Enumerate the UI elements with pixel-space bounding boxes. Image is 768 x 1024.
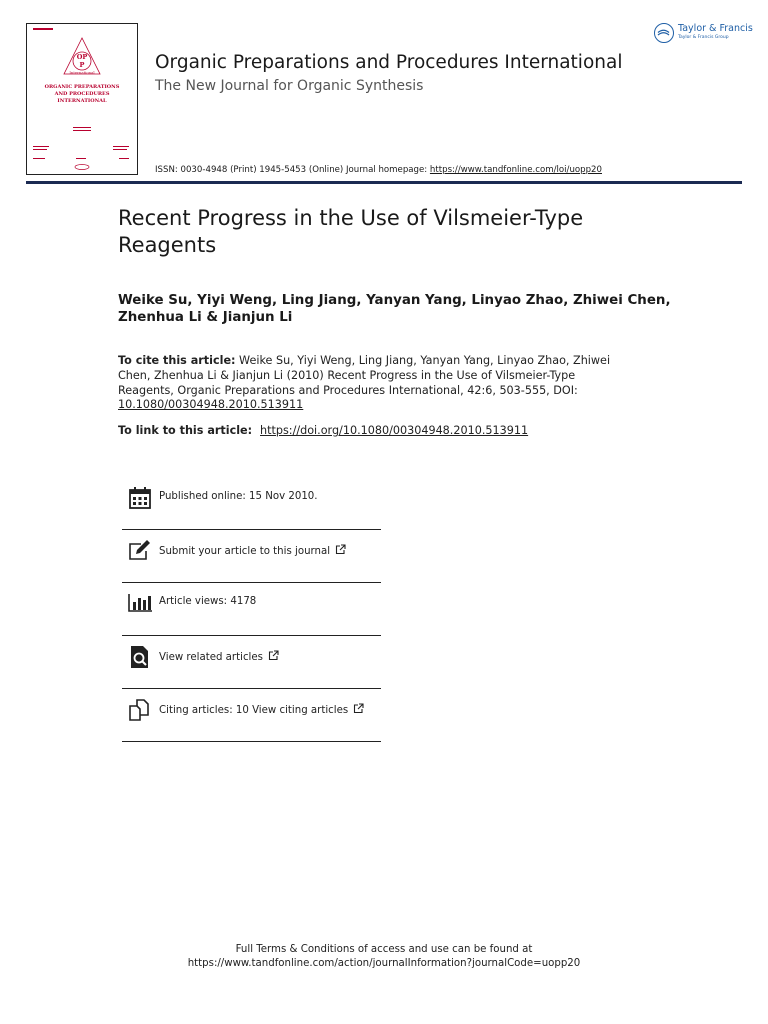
related-row[interactable] bbox=[122, 644, 381, 697]
footer-line1: Full Terms & Conditions of access and use can be found at bbox=[235, 944, 533, 955]
citing-label: Citing articles: 10 View citing articles bbox=[159, 705, 349, 716]
publisher-name: Taylor & Francis bbox=[678, 23, 753, 34]
submit-label: Submit your article to this journal bbox=[159, 546, 331, 557]
edit-icon bbox=[127, 538, 153, 564]
citing-link[interactable] bbox=[159, 703, 364, 716]
cover-title-line1: ORGANIC PREPARATIONS bbox=[44, 84, 120, 90]
cite-doi-link[interactable]: 10.1080/00304948.2010.513911 bbox=[118, 398, 304, 412]
article-link-line bbox=[118, 424, 528, 437]
divider bbox=[122, 688, 381, 689]
footer bbox=[0, 943, 768, 971]
link-label: To link to this article: bbox=[118, 424, 256, 437]
calendar-icon bbox=[127, 485, 153, 511]
views-label: Article views: 4178 bbox=[159, 596, 257, 607]
cite-label: To cite this article: bbox=[118, 354, 236, 367]
cover-intl: International bbox=[69, 70, 95, 75]
search-document-icon bbox=[127, 644, 153, 670]
submit-link[interactable] bbox=[159, 544, 346, 557]
publisher-logo[interactable] bbox=[654, 22, 753, 46]
article-authors: Weike Su, Yiyi Weng, Ling Jiang, Yanyan Yang, Linyao Zhao, Zhiwei Chen, Zhenhua Li & Jianjun Li bbox=[118, 293, 671, 325]
article-title: Recent Progress in the Use of Vilsmeier-Type Reagents bbox=[118, 206, 584, 257]
journal-subtitle: The New Journal for Organic Synthesis bbox=[155, 78, 424, 94]
citation-block bbox=[118, 354, 618, 413]
copy-documents-icon bbox=[127, 697, 153, 723]
bar-chart-icon bbox=[127, 590, 153, 616]
divider bbox=[122, 582, 381, 583]
external-link-icon bbox=[353, 703, 364, 714]
published-row bbox=[122, 485, 381, 538]
journal-cover-image bbox=[26, 23, 138, 175]
related-label: View related articles bbox=[159, 652, 263, 663]
issn-line bbox=[155, 165, 602, 175]
divider bbox=[122, 635, 381, 636]
external-link-icon bbox=[268, 650, 279, 661]
citing-row[interactable] bbox=[122, 697, 381, 750]
submit-row[interactable] bbox=[122, 538, 381, 591]
cover-title-line3: INTERNATIONAL bbox=[57, 98, 107, 104]
cover-acronym-top: OP bbox=[76, 53, 88, 61]
cover-acronym-bottom: P bbox=[79, 61, 85, 69]
external-link-icon bbox=[335, 544, 346, 555]
cite-text: Weike Su, Yiyi Weng, Ling Jiang, Yanyan Yang, Linyao Zhao, Zhiwei Chen, Zhenhua Li & Jianjun Li (2010) Recent Progress in the Use of Vilsmeier-Type Reagents, Organic Preparations and Procedures International, 42:6, 503-555, DOI: bbox=[118, 354, 611, 397]
issn-text: ISSN: 0030-4948 (Print) 1945-5453 (Online) Journal homepage: bbox=[155, 165, 430, 175]
publisher-logo-icon bbox=[654, 23, 674, 43]
footer-terms-link[interactable]: https://www.tandfonline.com/action/journalInformation?journalCode=uopp20 bbox=[187, 958, 581, 969]
divider bbox=[122, 529, 381, 530]
publisher-group: Taylor & Francis Group bbox=[678, 35, 729, 40]
divider bbox=[122, 741, 381, 742]
published-label: Published online: 15 Nov 2010. bbox=[159, 491, 318, 502]
journal-title: Organic Preparations and Procedures International bbox=[155, 52, 623, 73]
header-rule bbox=[26, 181, 742, 184]
journal-homepage-link[interactable]: https://www.tandfonline.com/loi/uopp20 bbox=[429, 165, 602, 175]
related-link[interactable] bbox=[159, 650, 279, 663]
article-doi-link[interactable]: https://doi.org/10.1080/00304948.2010.513911 bbox=[260, 424, 529, 437]
cover-title-line2: AND PROCEDURES bbox=[54, 91, 110, 97]
